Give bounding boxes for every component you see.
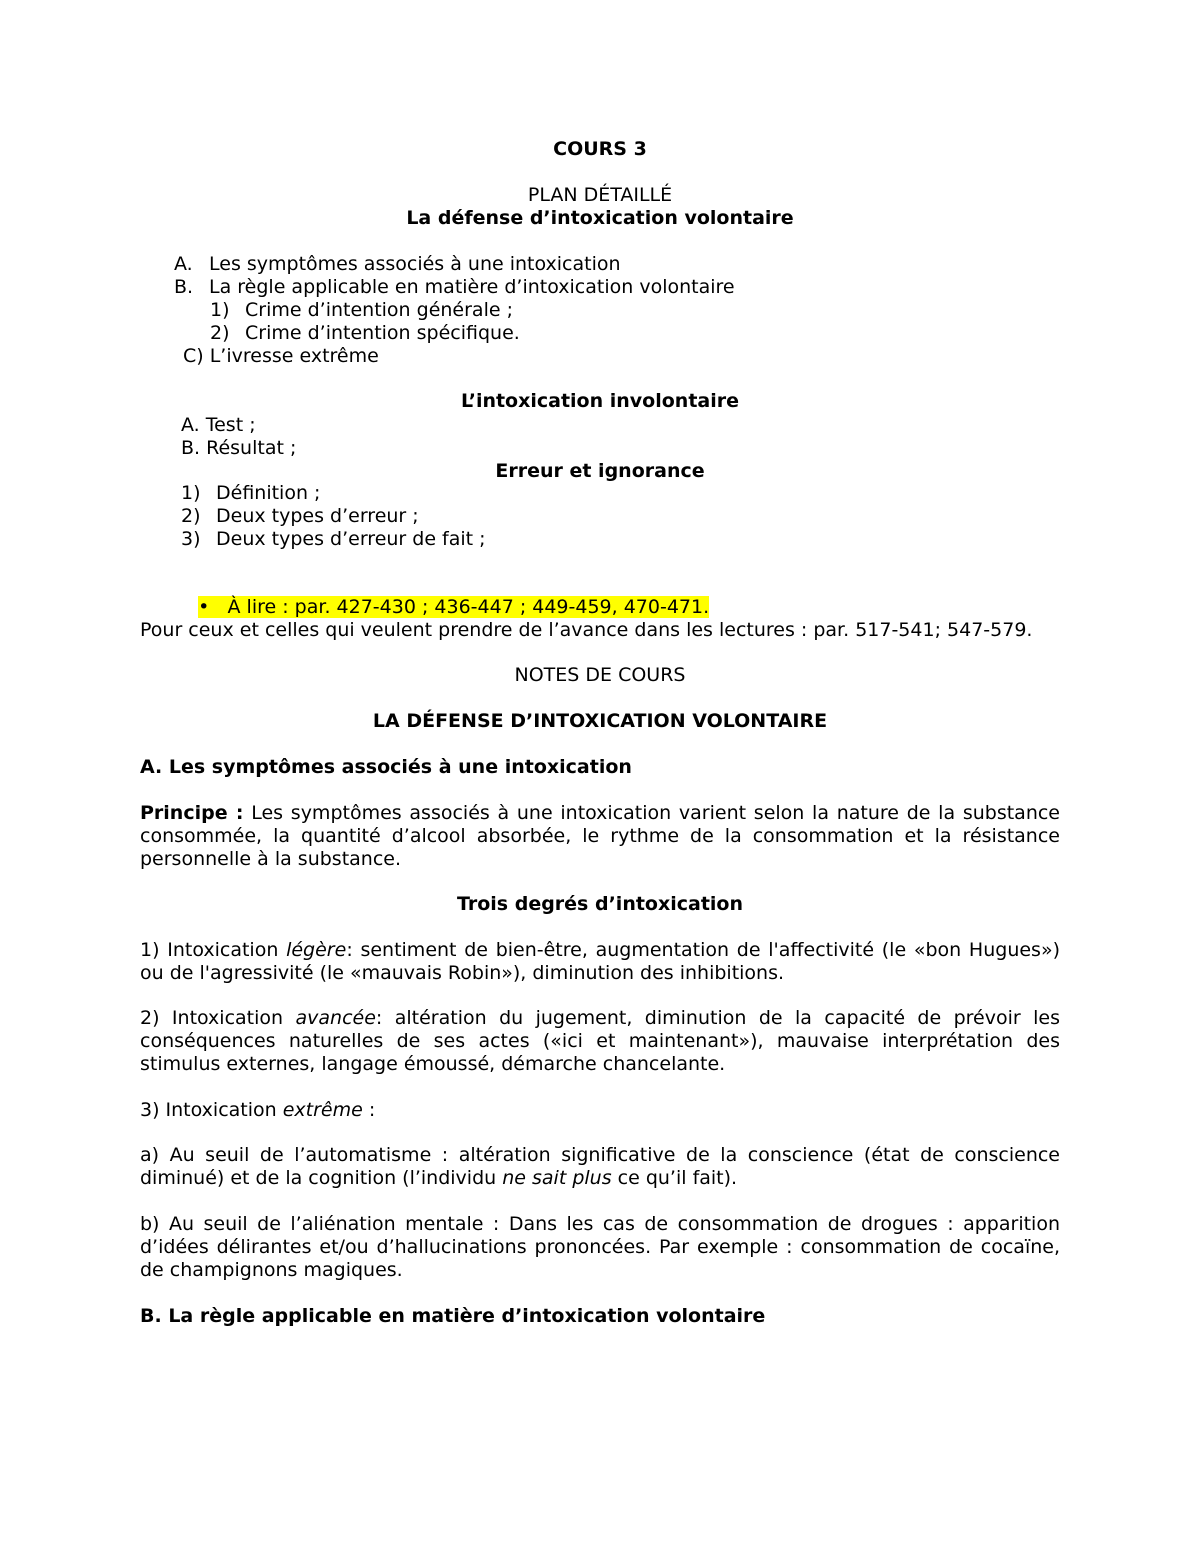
error-item-3: Deux types d’erreur de fait ; xyxy=(216,528,486,550)
involuntary-item-a: A. Test ; xyxy=(181,414,256,436)
degree-1-paragraph xyxy=(140,939,1060,985)
degrees-heading: Trois degrés d’intoxication xyxy=(456,893,744,915)
involuntary-item-b: B. Résultat ; xyxy=(181,437,297,459)
degree-2-text: : altération du jugement, diminution de la capacité de prévoir les conséquences naturelles de ses actes («ici et maintenant»), mauvaise interprétation des stimulus externes, langage émoussé, démarche chancelante. xyxy=(140,1007,1060,1075)
bullet-icon: • xyxy=(198,596,210,618)
automatism-paragraph xyxy=(140,1144,1060,1190)
degree-3-text: : xyxy=(362,1099,376,1121)
error-heading: Erreur et ignorance xyxy=(495,460,705,482)
reading-gap xyxy=(209,596,227,618)
outline-item-c: C) L’ivresse extrême xyxy=(183,345,379,367)
notes-title: NOTES DE COURS xyxy=(514,664,686,686)
outline-marker-b: B. xyxy=(174,276,194,298)
degree-3-term: extrême xyxy=(282,1099,363,1121)
section-a-heading: A. Les symptômes associés à une intoxication xyxy=(140,756,632,778)
outline-marker-a: A. xyxy=(174,253,193,275)
involuntary-heading: L’intoxication involontaire xyxy=(460,390,739,412)
principe-label: Principe : xyxy=(140,802,244,824)
degree-2-paragraph xyxy=(140,1007,1060,1076)
plan-subtitle: PLAN DÉTAILLÉ xyxy=(527,184,673,206)
automatism-suffix: ce qu’il fait). xyxy=(611,1167,738,1189)
notes-main-heading: LA DÉFENSE D’INTOXICATION VOLONTAIRE xyxy=(372,710,828,732)
degree-3-prefix: 3) Intoxication xyxy=(140,1099,283,1121)
principe-paragraph xyxy=(140,802,1060,871)
outline-marker-b2: 2) xyxy=(210,322,230,344)
alienation-paragraph: b) Au seuil de l’aliénation mentale : Dans les cas de consommation de drogues : apparition d’idées délirantes et/ou d’hallucinations prononcées. Par exemple : consommation de cocaïne, de champignons magiques. xyxy=(140,1213,1060,1281)
outline-item-b: La règle applicable en matière d’intoxication volontaire xyxy=(209,276,735,298)
degree-1-text: : sentiment de bien-être, augmentation de l'affectivité (le «bon Hugues») ou de l'agressivité (le «mauvais Robin»), diminution des inhibitions. xyxy=(140,939,1060,984)
degree-1-prefix: 1) Intoxication xyxy=(140,939,287,961)
section-b-heading: B. La règle applicable en matière d’intoxication volontaire xyxy=(140,1305,766,1327)
automatism-emphasis: ne sait plus xyxy=(502,1167,612,1189)
error-item-2: Deux types d’erreur ; xyxy=(216,505,419,527)
error-marker-1: 1) xyxy=(181,482,201,504)
outline-item-b1: Crime d’intention générale ; xyxy=(245,299,513,321)
error-item-1: Définition ; xyxy=(216,482,321,504)
outline-marker-b1: 1) xyxy=(210,299,230,321)
degree-2-term: avancée xyxy=(295,1007,376,1029)
reading-extra: Pour ceux et celles qui veulent prendre de l’avance dans les lectures : par. 517-541; 547-579. xyxy=(140,619,1033,641)
degree-2-prefix: 2) Intoxication xyxy=(140,1007,296,1029)
error-marker-3: 3) xyxy=(181,528,201,550)
degree-1-term: légère xyxy=(286,939,347,961)
outline-item-b2: Crime d’intention spécifique. xyxy=(245,322,520,344)
degree-3-paragraph xyxy=(140,1099,1060,1122)
automatism-prefix: a) Au seuil de l’automatisme : altération significative de la conscience (état de conscience diminué) et de la cognition (l’individu xyxy=(140,1144,1060,1189)
plan-heading: La défense d’intoxication volontaire xyxy=(406,207,794,229)
course-title: COURS 3 xyxy=(553,138,647,160)
outline-item-a: Les symptômes associés à une intoxication xyxy=(209,253,621,275)
error-marker-2: 2) xyxy=(181,505,201,527)
principe-text: Les symptômes associés à une intoxication varient selon la nature de la substance consommée, la quantité d’alcool absorbée, le rythme de la consommation et la résistance personnelle à la substance. xyxy=(140,802,1060,870)
reading-text: À lire : par. 427-430 ; 436-447 ; 449-459, 470-471. xyxy=(227,596,710,618)
